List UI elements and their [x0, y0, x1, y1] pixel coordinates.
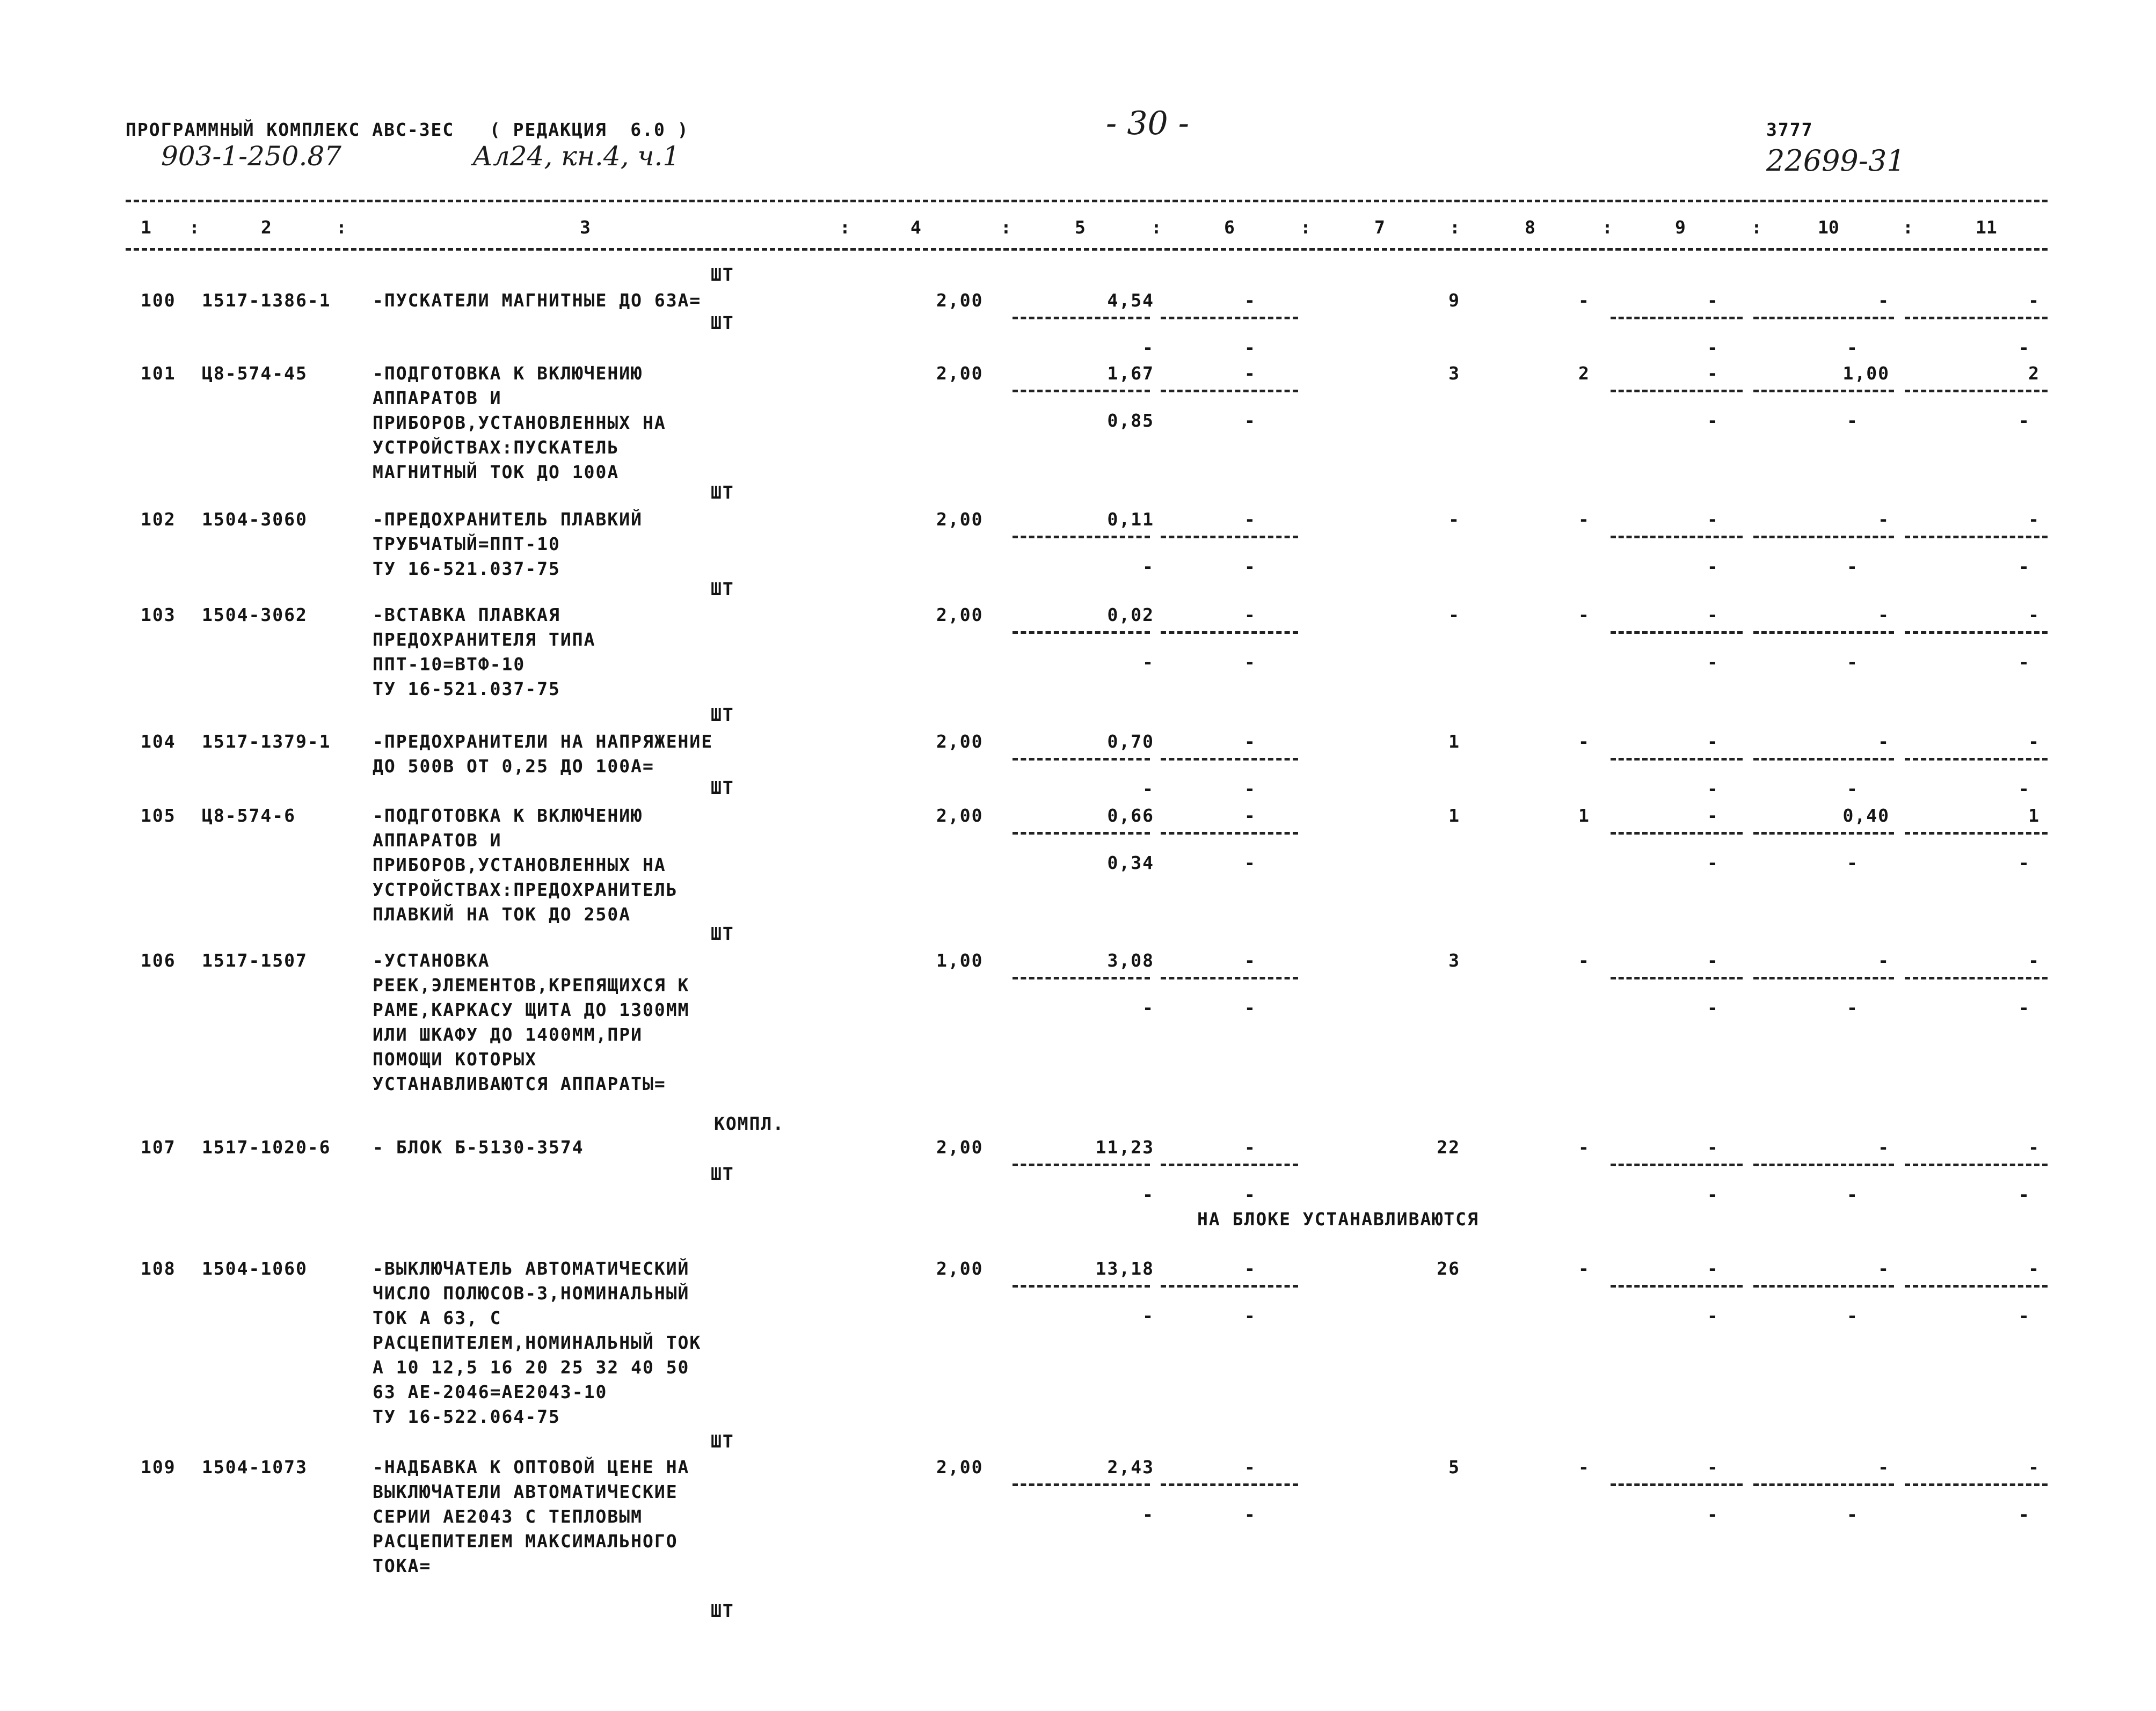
row-description-line: ИЛИ ШКАФУ ДО 1400ММ,ПРИ	[373, 1024, 643, 1045]
value-divider	[1013, 390, 1150, 392]
unit-label: ШТ	[711, 704, 734, 725]
row-col10-sub: -	[1847, 778, 1859, 799]
col-4: 4	[911, 217, 921, 238]
value-divider	[1905, 390, 2048, 392]
row-number: 103	[141, 604, 176, 625]
row-col11-sub: -	[2019, 997, 2030, 1018]
row-col5: 2,43	[1107, 1457, 1154, 1478]
row-col5: 4,54	[1107, 290, 1154, 311]
row-col6-sub: -	[1244, 410, 1256, 431]
row-col10: -	[1878, 509, 1890, 530]
col-sep-10: :	[1903, 217, 1913, 238]
row-col6-sub: -	[1244, 1305, 1256, 1326]
row-col8: -	[1578, 950, 1590, 971]
row-col11-sub: -	[2019, 556, 2030, 577]
row-qty: 2,00	[936, 290, 984, 311]
row-col5: 3,08	[1107, 950, 1154, 971]
row-description-line: ТУ 16-522.064-75	[373, 1406, 560, 1427]
row-description-line: ПРЕДОХРАНИТЕЛЯ ТИПА	[373, 629, 596, 650]
row-description-line: -УСТАНОВКА	[373, 950, 490, 971]
value-divider	[1905, 317, 2048, 319]
row-col10: 0,40	[1842, 805, 1890, 826]
row-description-line: УСТАНАВЛИВАЮТСЯ АППАРАТЫ=	[373, 1073, 666, 1094]
row-qty: 2,00	[936, 731, 984, 752]
col-sep-6: :	[1300, 217, 1311, 238]
row-col5: 0,70	[1107, 731, 1154, 752]
value-divider	[1161, 977, 1298, 979]
value-divider	[1611, 832, 1743, 835]
col-9: 9	[1675, 217, 1686, 238]
unit-label: ШТ	[711, 579, 734, 599]
row-number: 104	[141, 731, 176, 752]
row-col9-sub: -	[1707, 652, 1719, 672]
value-divider	[1611, 1285, 1743, 1288]
row-qty: 2,00	[936, 604, 984, 625]
row-col7: 3	[1448, 950, 1460, 971]
value-divider	[1905, 631, 2048, 634]
row-col11: 1	[2028, 805, 2040, 826]
row-col11: -	[2028, 1258, 2040, 1279]
col-11: 11	[1976, 217, 1997, 238]
value-divider	[1611, 1483, 1743, 1486]
value-divider	[1161, 832, 1298, 835]
row-number: 106	[141, 950, 176, 971]
col-sep-2: :	[336, 217, 347, 238]
row-col7: 5	[1448, 1457, 1460, 1478]
value-divider	[1753, 832, 1894, 835]
row-col9: -	[1707, 1258, 1719, 1279]
unit-label: ШТ	[711, 1164, 734, 1184]
value-divider	[1753, 317, 1894, 319]
value-divider	[1753, 1164, 1894, 1166]
row-col10: 1,00	[1842, 363, 1890, 384]
row-description-line: СЕРИИ АЕ2043 С ТЕПЛОВЫМ	[373, 1506, 643, 1527]
col-sep-3: :	[840, 217, 850, 238]
value-divider	[1753, 1285, 1894, 1288]
row-description-line: -ПОДГОТОВКА К ВКЛЮЧЕНИЮ	[373, 805, 643, 826]
row-col7: 1	[1448, 805, 1460, 826]
unit-label: ШТ	[711, 482, 734, 503]
row-col9: -	[1707, 1457, 1719, 1478]
col-3: 3	[580, 217, 591, 238]
value-divider	[1161, 1164, 1298, 1166]
value-divider	[1161, 631, 1298, 634]
row-description-line: УСТРОЙСТВАХ:ПРЕДОХРАНИТЕЛЬ	[373, 879, 678, 900]
row-col6: -	[1244, 950, 1256, 971]
value-divider	[1905, 1483, 2048, 1486]
row-col11: -	[2028, 604, 2040, 625]
header-rule-top	[126, 200, 2048, 202]
row-col6: -	[1244, 509, 1256, 530]
value-divider	[1753, 536, 1894, 538]
row-col11-sub: -	[2019, 778, 2030, 799]
row-col11-sub: -	[2019, 1305, 2030, 1326]
row-col10: -	[1878, 604, 1890, 625]
row-col5-sub: -	[1142, 1305, 1154, 1326]
row-qty: 2,00	[936, 509, 984, 530]
row-col10: -	[1878, 950, 1890, 971]
row-description-line: 63 АЕ-2046=АЕ2043-10	[373, 1381, 608, 1402]
row-col8: 1	[1578, 805, 1590, 826]
row-col6: -	[1244, 1137, 1256, 1158]
row-col9-sub: -	[1707, 410, 1719, 431]
col-sep-8: :	[1602, 217, 1613, 238]
row-col6: -	[1244, 1258, 1256, 1279]
row-col9: -	[1707, 1137, 1719, 1158]
row-number: 101	[141, 363, 176, 384]
row-col7: -	[1448, 604, 1460, 625]
row-col10: -	[1878, 290, 1890, 311]
row-description-line: ТУ 16-521.037-75	[373, 558, 560, 579]
row-col11: -	[2028, 290, 2040, 311]
row-col6-sub: -	[1244, 778, 1256, 799]
row-col8: -	[1578, 604, 1590, 625]
unit-label: ШТ	[711, 923, 734, 944]
row-description-line: -ВЫКЛЮЧАТЕЛЬ АВТОМАТИЧЕСКИЙ	[373, 1258, 690, 1279]
row-code: 1504-3062	[202, 604, 308, 625]
row-col5-sub: -	[1142, 337, 1154, 358]
row-col6: -	[1244, 805, 1256, 826]
row-description-line: ТРУБЧАТЫЙ=ППТ-10	[373, 533, 560, 554]
unit-label: ШТ	[711, 777, 734, 798]
value-divider	[1905, 1164, 2048, 1166]
col-sep-4: :	[1001, 217, 1011, 238]
row-description-line: ПРИБОРОВ,УСТАНОВЛЕННЫХ НА	[373, 412, 666, 433]
row-code: 1504-1060	[202, 1258, 308, 1279]
value-divider	[1905, 1285, 2048, 1288]
row-qty: 2,00	[936, 1258, 984, 1279]
row-number: 102	[141, 509, 176, 530]
row-description-line: УСТРОЙСТВАХ:ПУСКАТЕЛЬ	[373, 437, 620, 458]
row-col11-sub: -	[2019, 337, 2030, 358]
row-description-line: -ПРЕДОХРАНИТЕЛИ НА НАПРЯЖЕНИЕ	[373, 731, 713, 752]
col-8: 8	[1525, 217, 1535, 238]
row-col10-sub: -	[1847, 1504, 1859, 1525]
row-col9: -	[1707, 509, 1719, 530]
value-divider	[1611, 1164, 1743, 1166]
value-divider	[1013, 317, 1150, 319]
row-code: 1504-3060	[202, 509, 308, 530]
row-col5-sub: -	[1142, 652, 1154, 672]
row-description-line: РАМЕ,КАРКАСУ ЩИТА ДО 1300ММ	[373, 999, 690, 1020]
row-col9-sub: -	[1707, 1184, 1719, 1205]
row-col6: -	[1244, 731, 1256, 752]
row-col6: -	[1244, 363, 1256, 384]
value-divider	[1013, 832, 1150, 835]
row-col5-sub: -	[1142, 778, 1154, 799]
row-col10-sub: -	[1847, 410, 1859, 431]
row-code: 1504-1073	[202, 1457, 308, 1478]
row-description-line: РЕЕК,ЭЛЕМЕНТОВ,КРЕПЯЩИХСЯ К	[373, 975, 690, 996]
row-col11: -	[2028, 1137, 2040, 1158]
row-description-line: РАСЦЕПИТЕЛЕМ,НОМИНАЛЬНЫЙ ТОК	[373, 1332, 702, 1353]
row-qty: 2,00	[936, 1137, 984, 1158]
unit-label: ШТ	[711, 1431, 734, 1452]
row-col11: -	[2028, 1457, 2040, 1478]
row-col8: -	[1578, 1258, 1590, 1279]
row-qty: 2,00	[936, 1457, 984, 1478]
row-col5-sub: 0,34	[1107, 852, 1154, 873]
row-col10-sub: -	[1847, 852, 1859, 873]
row-col10: -	[1878, 1457, 1890, 1478]
value-divider	[1611, 631, 1743, 634]
value-divider	[1161, 536, 1298, 538]
unit-label: ШТ	[711, 1600, 734, 1621]
row-col9-sub: -	[1707, 997, 1719, 1018]
value-divider	[1611, 758, 1743, 761]
doc-number: 3777	[1766, 119, 1813, 140]
row-col8: -	[1578, 731, 1590, 752]
unit-label: КОМПЛ.	[714, 1113, 785, 1134]
value-divider	[1013, 977, 1150, 979]
row-qty: 1,00	[936, 950, 984, 971]
row-code: 1517-1020-6	[202, 1137, 331, 1158]
row-number: 109	[141, 1457, 176, 1478]
row-description-line: -НАДБАВКА К ОПТОВОЙ ЦЕНЕ НА	[373, 1457, 690, 1478]
row-col9-sub: -	[1707, 337, 1719, 358]
row-description-line: ЧИСЛО ПОЛЮСОВ-3,НОМИНАЛЬНЫЙ	[373, 1283, 690, 1304]
row-col10: -	[1878, 1137, 1890, 1158]
row-description-line: ТОК А 63, С	[373, 1307, 502, 1328]
row-col9: -	[1707, 604, 1719, 625]
row-number: 100	[141, 290, 176, 311]
row-col9: -	[1707, 363, 1719, 384]
value-divider	[1161, 1285, 1298, 1288]
row-col5-sub: -	[1142, 556, 1154, 577]
row-col10-sub: -	[1847, 337, 1859, 358]
col-sep-7: :	[1450, 217, 1460, 238]
block-note: НА БЛОКЕ УСТАНАВЛИВАЮТСЯ	[1197, 1209, 1479, 1230]
unit-label: ШТ	[711, 264, 734, 285]
album-reference: Ал24, кн.4, ч.1	[472, 141, 680, 172]
row-col11: -	[2028, 950, 2040, 971]
row-col5-sub: 0,85	[1107, 410, 1154, 431]
row-description-line: РАСЦЕПИТЕЛЕМ МАКСИМАЛЬНОГО	[373, 1531, 678, 1552]
col-7: 7	[1374, 217, 1385, 238]
row-col8: 2	[1578, 363, 1590, 384]
row-col8: -	[1578, 1137, 1590, 1158]
row-col11-sub: -	[2019, 410, 2030, 431]
row-col6-sub: -	[1244, 1504, 1256, 1525]
row-col9-sub: -	[1707, 778, 1719, 799]
value-divider	[1013, 1483, 1150, 1486]
row-description-line: -ПРЕДОХРАНИТЕЛЬ ПЛАВКИЙ	[373, 509, 643, 530]
row-col8: -	[1578, 1457, 1590, 1478]
row-col5: 0,66	[1107, 805, 1154, 826]
row-col6: -	[1244, 604, 1256, 625]
row-col7: 3	[1448, 363, 1460, 384]
row-col7: 1	[1448, 731, 1460, 752]
row-col6-sub: -	[1244, 997, 1256, 1018]
row-description-line: ТОКА=	[373, 1555, 432, 1576]
row-description-line: АППАРАТОВ И	[373, 387, 502, 408]
col-sep-1: :	[189, 217, 200, 238]
col-10: 10	[1818, 217, 1839, 238]
value-divider	[1013, 758, 1150, 761]
row-col7: 9	[1448, 290, 1460, 311]
row-description-line: ПЛАВКИЙ НА ТОК ДО 250А	[373, 904, 631, 925]
row-col11: -	[2028, 509, 2040, 530]
row-description-line: А 10 12,5 16 20 25 32 40 50	[373, 1357, 690, 1378]
value-divider	[1753, 1483, 1894, 1486]
row-col9-sub: -	[1707, 852, 1719, 873]
row-col6: -	[1244, 290, 1256, 311]
row-col10-sub: -	[1847, 1305, 1859, 1326]
row-col10-sub: -	[1847, 997, 1859, 1018]
unit-label: ШТ	[711, 312, 734, 333]
row-description-line: ППТ-10=ВТФ-10	[373, 654, 526, 675]
program-title: ПРОГРАММНЫЙ КОМПЛЕКС АВС-3ЕС ( РЕДАКЦИЯ 6.0 )	[126, 119, 689, 140]
row-col6-sub: -	[1244, 1184, 1256, 1205]
row-qty: 2,00	[936, 363, 984, 384]
value-divider	[1161, 317, 1298, 319]
header-rule-bottom	[126, 248, 2048, 251]
col-sep-5: :	[1151, 217, 1162, 238]
row-col9-sub: -	[1707, 556, 1719, 577]
row-col5-sub: -	[1142, 1184, 1154, 1205]
row-col11-sub: -	[2019, 652, 2030, 672]
row-col8: -	[1578, 290, 1590, 311]
row-col6-sub: -	[1244, 556, 1256, 577]
col-5: 5	[1075, 217, 1086, 238]
row-description-line: ВЫКЛЮЧАТЕЛИ АВТОМАТИЧЕСКИЕ	[373, 1481, 678, 1502]
row-col6-sub: -	[1244, 337, 1256, 358]
page-number: - 30 -	[1106, 105, 1190, 142]
row-description-line: -ВСТАВКА ПЛАВКАЯ	[373, 604, 560, 625]
value-divider	[1905, 536, 2048, 538]
value-divider	[1611, 536, 1743, 538]
value-divider	[1905, 977, 2048, 979]
row-col8: -	[1578, 509, 1590, 530]
row-description-line: - БЛОК Б-5130-3574	[373, 1137, 584, 1158]
row-description-line: -ПУСКАТЕЛИ МАГНИТНЫЕ ДО 63А=	[373, 290, 702, 311]
row-col9: -	[1707, 290, 1719, 311]
row-col10-sub: -	[1847, 652, 1859, 672]
row-col6: -	[1244, 1457, 1256, 1478]
row-description-line: ДО 500В ОТ 0,25 ДО 100А=	[373, 756, 654, 777]
row-code: 1517-1507	[202, 950, 308, 971]
row-col7: 26	[1437, 1258, 1460, 1279]
row-col5: 13,18	[1095, 1258, 1154, 1279]
row-col5-sub: -	[1142, 1504, 1154, 1525]
value-divider	[1753, 758, 1894, 761]
row-description-line: АППАРАТОВ И	[373, 830, 502, 851]
row-code: Ц8-574-6	[202, 805, 296, 826]
row-col10-sub: -	[1847, 556, 1859, 577]
row-col11-sub: -	[2019, 1184, 2030, 1205]
row-col5: 11,23	[1095, 1137, 1154, 1158]
value-divider	[1611, 977, 1743, 979]
value-divider	[1611, 390, 1743, 392]
value-divider	[1161, 390, 1298, 392]
value-divider	[1753, 631, 1894, 634]
value-divider	[1161, 758, 1298, 761]
row-description-line: ПРИБОРОВ,УСТАНОВЛЕННЫХ НА	[373, 854, 666, 875]
row-col11-sub: -	[2019, 1504, 2030, 1525]
col-6: 6	[1224, 217, 1235, 238]
row-col10: -	[1878, 731, 1890, 752]
row-col10: -	[1878, 1258, 1890, 1279]
row-number: 108	[141, 1258, 176, 1279]
value-divider	[1753, 977, 1894, 979]
row-number: 105	[141, 805, 176, 826]
row-col5: 0,11	[1107, 509, 1154, 530]
doc-code: 22699-31	[1766, 144, 1905, 178]
value-divider	[1013, 1164, 1150, 1166]
value-divider	[1013, 1285, 1150, 1288]
row-col7: 22	[1437, 1137, 1460, 1158]
row-col9-sub: -	[1707, 1504, 1719, 1525]
col-1: 1	[141, 217, 151, 238]
row-code: 1517-1379-1	[202, 731, 331, 752]
row-col6-sub: -	[1244, 852, 1256, 873]
col-sep-9: :	[1751, 217, 1762, 238]
row-description-line: ТУ 16-521.037-75	[373, 678, 560, 699]
value-divider	[1013, 536, 1150, 538]
row-col9: -	[1707, 805, 1719, 826]
col-2: 2	[261, 217, 272, 238]
row-col5: 1,67	[1107, 363, 1154, 384]
value-divider	[1753, 390, 1894, 392]
row-col11: 2	[2028, 363, 2040, 384]
row-col5: 0,02	[1107, 604, 1154, 625]
value-divider	[1611, 317, 1743, 319]
row-description-line: ПОМОЩИ КОТОРЫХ	[373, 1049, 537, 1070]
row-col9: -	[1707, 950, 1719, 971]
value-divider	[1905, 758, 2048, 761]
value-divider	[1905, 832, 2048, 835]
row-col9: -	[1707, 731, 1719, 752]
row-code: Ц8-574-45	[202, 363, 308, 384]
value-divider	[1013, 631, 1150, 634]
project-number: 903-1-250.87	[161, 141, 341, 172]
row-col10-sub: -	[1847, 1184, 1859, 1205]
row-col11-sub: -	[2019, 852, 2030, 873]
row-code: 1517-1386-1	[202, 290, 331, 311]
row-number: 107	[141, 1137, 176, 1158]
row-qty: 2,00	[936, 805, 984, 826]
row-col7: -	[1448, 509, 1460, 530]
row-description-line: МАГНИТНЫЙ ТОК ДО 100А	[373, 462, 620, 482]
row-col6-sub: -	[1244, 652, 1256, 672]
row-description-line: -ПОДГОТОВКА К ВКЛЮЧЕНИЮ	[373, 363, 643, 384]
row-col5-sub: -	[1142, 997, 1154, 1018]
row-col9-sub: -	[1707, 1305, 1719, 1326]
row-col11: -	[2028, 731, 2040, 752]
value-divider	[1161, 1483, 1298, 1486]
